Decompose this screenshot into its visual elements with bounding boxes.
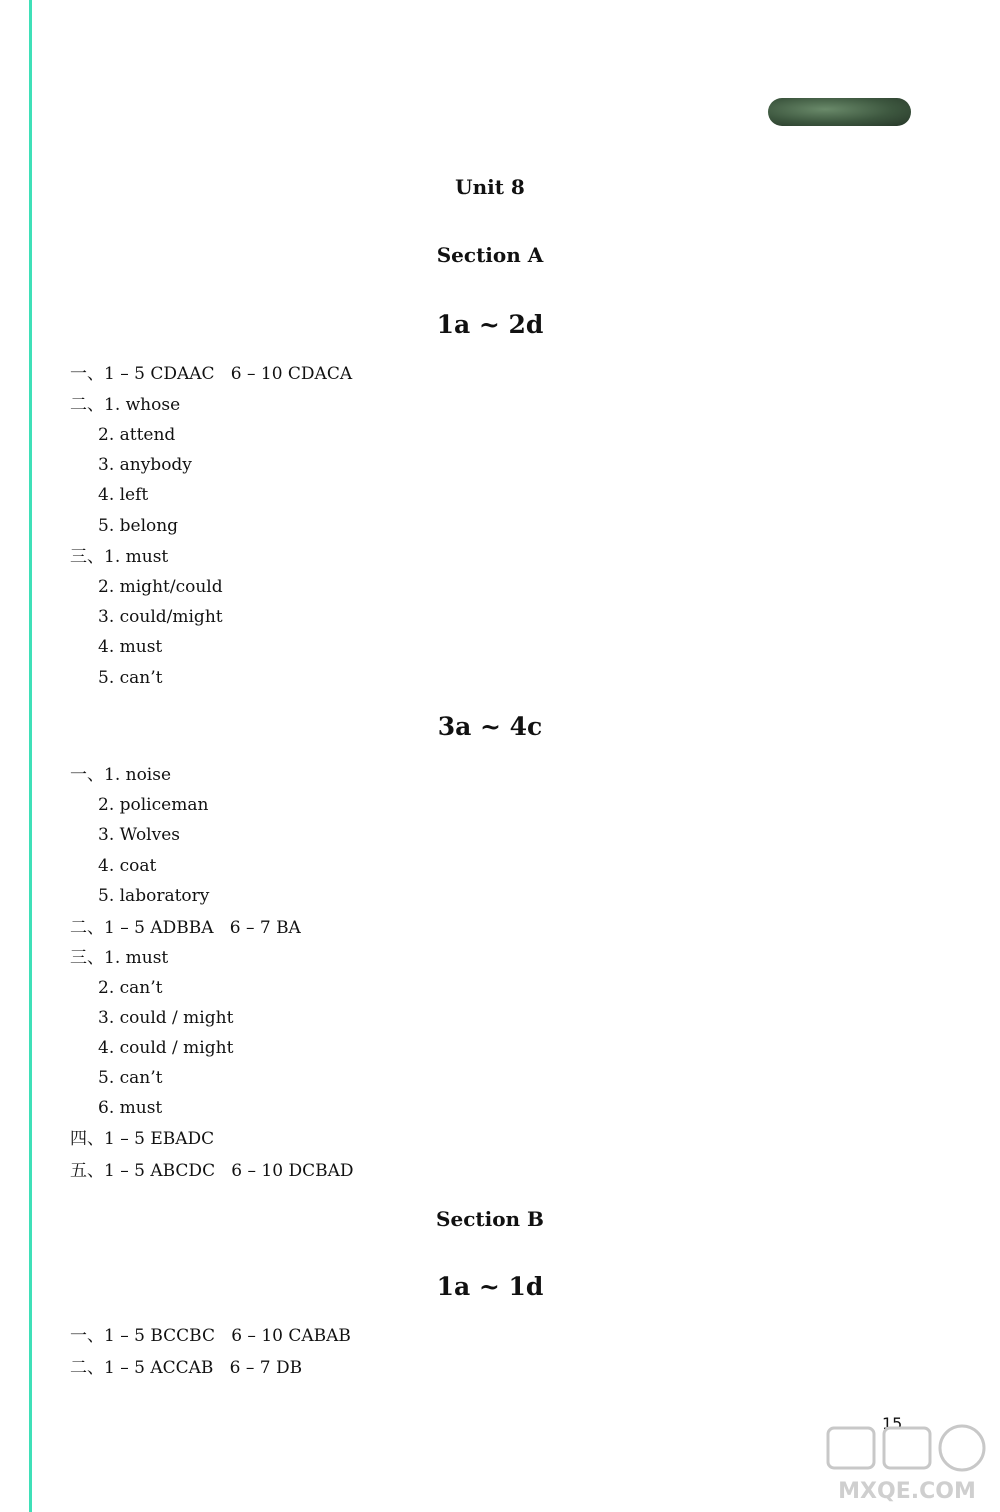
header-decoration: [768, 98, 911, 126]
answer-line: 4. coat: [98, 856, 157, 876]
answer-line: 三、1. must: [70, 547, 169, 567]
section-b-title: Section B: [436, 1207, 544, 1231]
range-title-3a-4c: 3a ~ 4c: [437, 712, 543, 741]
answer-line: 3. could / might: [98, 1008, 234, 1028]
range-title-1a-2d: 1a ~ 2d: [436, 310, 544, 339]
answer-line: 2. policeman: [98, 795, 209, 815]
answer-line: 5. can’t: [98, 668, 163, 688]
answer-line: 3. Wolves: [98, 825, 181, 845]
answer-line: 5. can’t: [98, 1068, 163, 1088]
answer-line: 4. left: [98, 485, 149, 505]
answer-line: 3. anybody: [98, 455, 192, 475]
answer-line: 一、1 – 5 BCCBC 6 – 10 CABAB: [70, 1326, 351, 1346]
watermark-logo: [822, 1418, 992, 1506]
answer-line: 二、1. whose: [70, 395, 181, 415]
answer-line: 一、1 – 5 CDAAC 6 – 10 CDACA: [70, 364, 353, 384]
answer-line: 2. can’t: [98, 978, 163, 998]
range-title-1a-1d: 1a ~ 1d: [436, 1272, 544, 1301]
answer-line: 4. could / might: [98, 1038, 234, 1058]
answer-line: 3. could/might: [98, 607, 223, 627]
answer-line: 4. must: [98, 637, 163, 657]
answer-line: 四、1 – 5 EBADC: [70, 1129, 215, 1149]
unit-title: Unit 8: [455, 175, 525, 199]
section-a-title: Section A: [436, 243, 544, 267]
answer-line: 2. attend: [98, 425, 176, 445]
answer-line: 5. laboratory: [98, 886, 210, 906]
answer-line: 五、1 – 5 ABCDC 6 – 10 DCBAD: [70, 1161, 354, 1181]
answer-line: 三、1. must: [70, 948, 169, 968]
answer-line: 5. belong: [98, 516, 179, 536]
page-number: 15: [882, 1414, 903, 1433]
answer-line: 一、1. noise: [70, 765, 172, 785]
answer-line: 二、1 – 5 ACCAB 6 – 7 DB: [70, 1358, 303, 1378]
answer-line: 6. must: [98, 1098, 163, 1118]
watermark-text: MXQE.COM: [838, 1479, 976, 1504]
answer-line: 二、1 – 5 ADBBA 6 – 7 BA: [70, 918, 301, 938]
answer-line: 2. might/could: [98, 577, 223, 597]
